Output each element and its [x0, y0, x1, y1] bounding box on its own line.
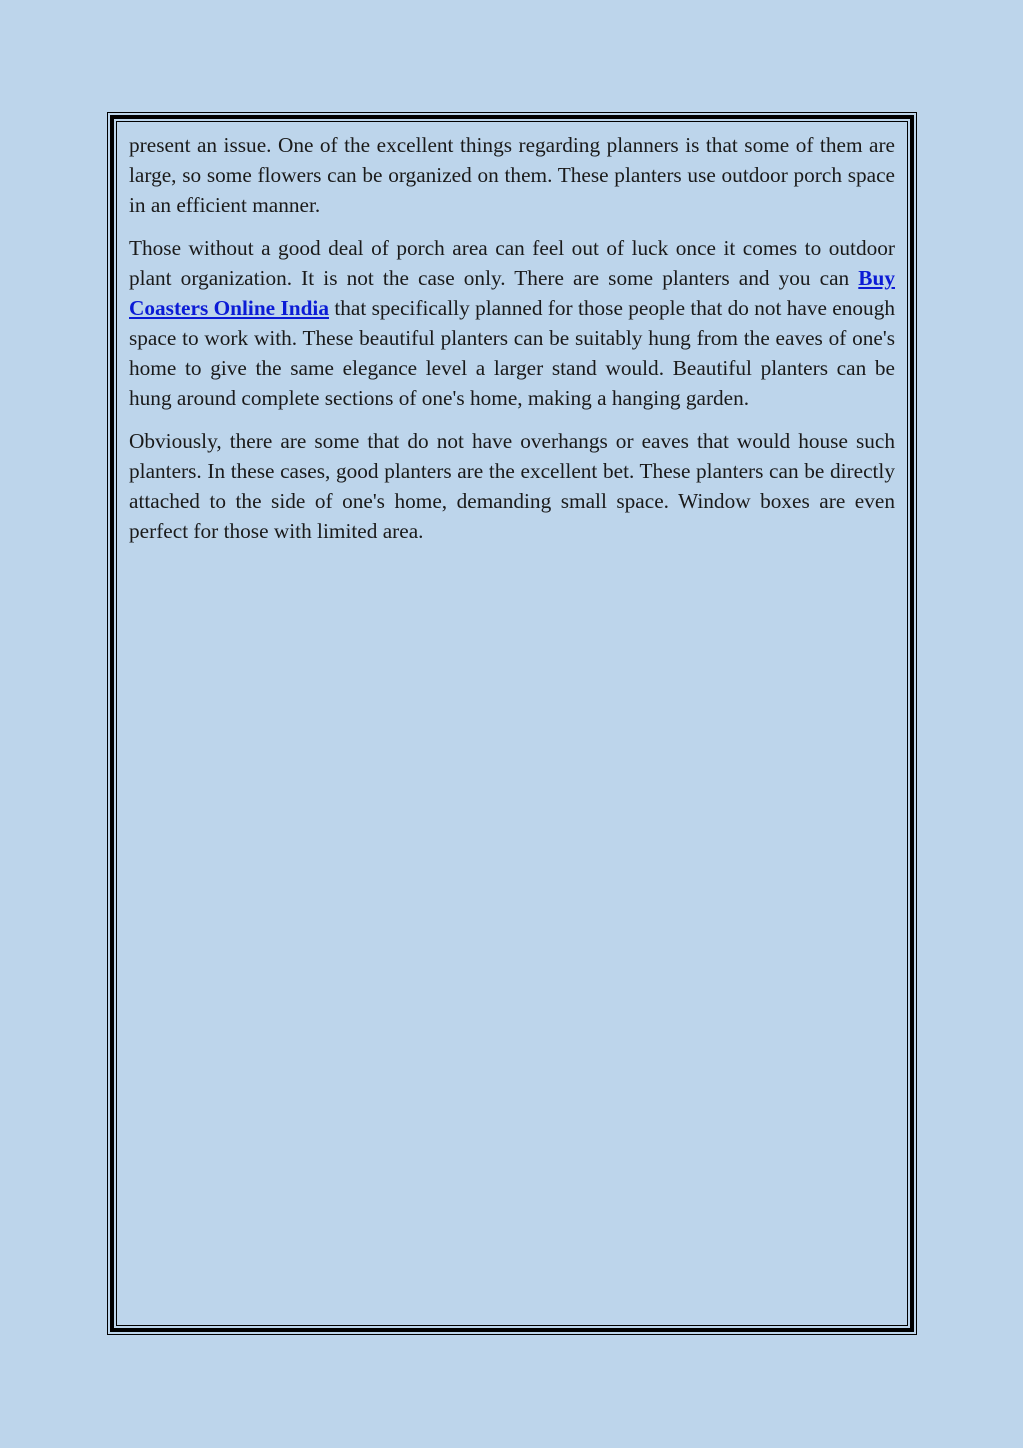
paragraph-2-text-after: that specifically planned for those people that do not have enough space to work with. These beautiful planters can be suitably hung from the eaves of one's home to give the same elegance level a larger stand would. Beautiful planters can be hung around complete sections of one's home, making a hanging garden. [129, 296, 895, 410]
paragraph-1 [129, 130, 895, 220]
paragraph-2-text-before: Those without a good deal of porch area can feel out of luck once it comes to outdoor plant organization. It is not the case only. There are some planters and you can [129, 236, 895, 290]
paragraph-1-text: present an issue. One of the excellent things regarding planners is that some of them are large, so some flowers can be organized on them. These planters use outdoor porch space in an efficient manner. [129, 133, 895, 217]
buy-coasters-link[interactable]: Buy Coasters Online India [129, 266, 895, 320]
page-border-thick [110, 115, 914, 1332]
page-border [107, 112, 917, 1335]
document-body [116, 121, 908, 1326]
paragraph-3-text: Obviously, there are some that do not have overhangs or eaves that would house such planters. In these cases, good planters are the excellent bet. These planters can be directly attached to the side of one's home, demanding small space. Window boxes are even perfect for those with limited area. [129, 429, 895, 543]
paragraph-3 [129, 426, 895, 546]
paragraph-2 [129, 233, 895, 413]
